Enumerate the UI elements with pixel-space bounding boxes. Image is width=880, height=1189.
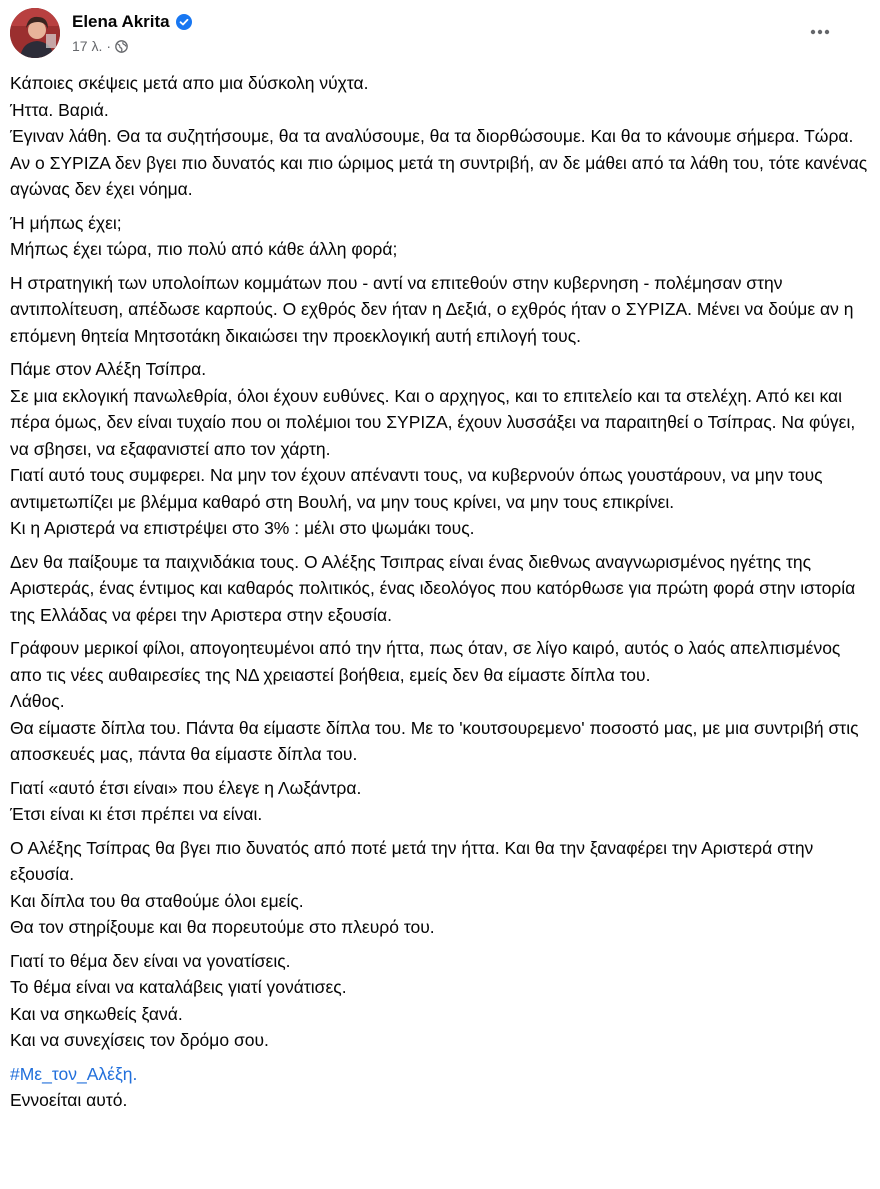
post-line: Ή μήπως έχει;	[10, 212, 122, 233]
closing-line: Εννοείται αυτό.	[10, 1090, 128, 1110]
post-line: Πάμε στον Αλέξη Τσίπρα.	[10, 359, 207, 379]
avatar-image	[10, 8, 60, 58]
post-line: Θα είμαστε δίπλα του. Πάντα θα είμαστε δίπλα του. Με το 'κουτσουρεμενο' ποσοστό μας, με μια συντριβή στις αποσκευές μας, πάντα θα είμαστε δίπλα του.	[10, 717, 864, 764]
post-line: Δεν θα παίξουμε τα παιχνιδάκια τους. Ο Αλέξης Τσιπρας είναι ένας διεθνως αναγνωρισμένος ηγέτης της Αριστεράς, ένας έντιμος και καθαρός πολιτικός, ένας ιδεολόγος που κατόρθωσε για πρώτη φορά στην ιστορία της Ελλάδας να φέρει την Αριστερα στην εξουσία.	[10, 551, 861, 625]
post-line: Θα τον στηρίξουμε και θα πορευτούμε στο πλευρό του.	[10, 917, 435, 937]
post-line: Γιατί το θέμα δεν είναι να γονατίσεις.	[10, 950, 291, 971]
post-line: Και δίπλα του θα σταθούμε όλοι εμείς.	[10, 890, 304, 911]
more-horizontal-icon	[810, 29, 830, 35]
post-paragraph	[10, 948, 870, 1054]
post-line: Και να σηκωθείς ξανά.	[10, 1003, 183, 1024]
post-line: Σε μια εκλογική πανωλεθρία, όλοι έχουν ευθύνες. Και ο αρχηγος, και το επιτελείο και τα στελέχη. Από κει και πέρα όμως, δεν είναι τυχαίο που οι πολέμιοι του ΣΥΡΙΖΑ, έχουν λυσσάξει να παραιτηθεί ο Τσίπρας. Να φύγει, να σβησει, να εξαφανιστεί απο τον χάρτη.	[10, 385, 861, 459]
post-line: Το θέμα είναι να καταλάβεις γιατί γονάτισες.	[10, 977, 347, 997]
post-line: Γιατί «αυτό έτσι είναι» που έλεγε η Λωξάντρα.	[10, 777, 362, 798]
post-line: Και να συνεχίσεις τον δρόμο σου.	[10, 1030, 269, 1050]
post-paragraph	[10, 270, 870, 350]
post-paragraph	[10, 635, 870, 768]
author-row	[72, 12, 192, 32]
post-meta	[72, 38, 128, 54]
author-name[interactable]: Elena Akrita	[72, 12, 170, 31]
post-line: Έγιναν λάθη. Θα τα συζητήσουμε, θα τα αναλύσουμε, θα τα διορθώσουμε. Και θα το κάνουμε σήμερα. Τώρα. Αν ο ΣΥΡΙΖΑ δεν βγει πιο δυνατός και πιο ώριμος μετά τη συντριβή, αν δε μάθει από τα λάθη του, τότε κανένας αγώνας δεν έχει νόημα.	[10, 126, 873, 199]
post-line: Ήττα. Βαριά.	[10, 99, 109, 120]
post-text	[10, 70, 873, 1121]
verified-badge-icon	[176, 14, 192, 30]
avatar[interactable]	[10, 8, 60, 58]
post-line: Έτσι είναι κι έτσι πρέπει να είναι.	[10, 804, 263, 824]
post-line: Μήπως έχει τώρα, πιο πολύ από κάθε άλλη φορά;	[10, 239, 398, 259]
post-paragraph	[10, 210, 870, 263]
post-line: Λάθος.	[10, 691, 65, 711]
post-line: Η στρατηγική των υπολοίπων κομμάτων που - αντί να επιτεθούν στην κυβερνηση - πολέμησαν στην αντιπολίτευση, απέδωσε καρπούς. Ο εχθρός δεν ήταν η Δεξιά, ο εχθρός ήταν ο ΣΥΡΙΖΑ. Μένει να δούμε αν η επόμενη θητεία Μητσοτάκη δικαιώσει την προεκλογική αυτή επιλογή τους.	[10, 272, 859, 346]
post-paragraph	[10, 549, 870, 629]
post-line: Κάποιες σκέψεις μετά απο μια δύσκολη νύχτα.	[10, 73, 369, 93]
meta-separator: ·	[106, 38, 112, 54]
post-header	[10, 8, 870, 60]
post-line: Γράφουν μερικοί φίλοι, απογοητευμένοι από την ήττα, πως όταν, σε λίγο καιρό, αυτός ο λαός απελπισμένος απο τις νέες αυθαιρεσίες της ΝΔ χρειαστεί βοήθεια, εμείς δεν θα είμαστε δίπλα του.	[10, 638, 846, 685]
post-line: Γιατί αυτό τους συμφερει. Να μην τον έχουν απέναντι τους, να κυβερνούν όπως γουστάρουν, να μην τους αντιμετωπίζει με βλέμμα καθαρό στη Βουλή, να μην τους κρίνει, να μην τους επικρίνει.	[10, 465, 828, 512]
hashtag-link[interactable]: #Με_τον_Αλέξη.	[10, 1063, 138, 1084]
post-paragraph	[10, 356, 870, 542]
post-paragraph	[10, 775, 870, 828]
post-line: Ο Αλέξης Τσίπρας θα βγει πιο δυνατός από ποτέ μετά την ήττα. Και θα την ξαναφέρει την Αριστερά στην εξουσία.	[10, 837, 819, 884]
post-closing	[10, 1061, 870, 1114]
globe-icon[interactable]	[115, 40, 128, 53]
post-line: Κι η Αριστερά να επιστρέψει στο 3% : μέλι στο ψωμάκι τους.	[10, 518, 475, 538]
post-time[interactable]: 17 λ.	[72, 38, 103, 54]
post-paragraph	[10, 835, 870, 941]
post-paragraph	[10, 70, 873, 203]
more-options-button[interactable]	[802, 14, 838, 50]
